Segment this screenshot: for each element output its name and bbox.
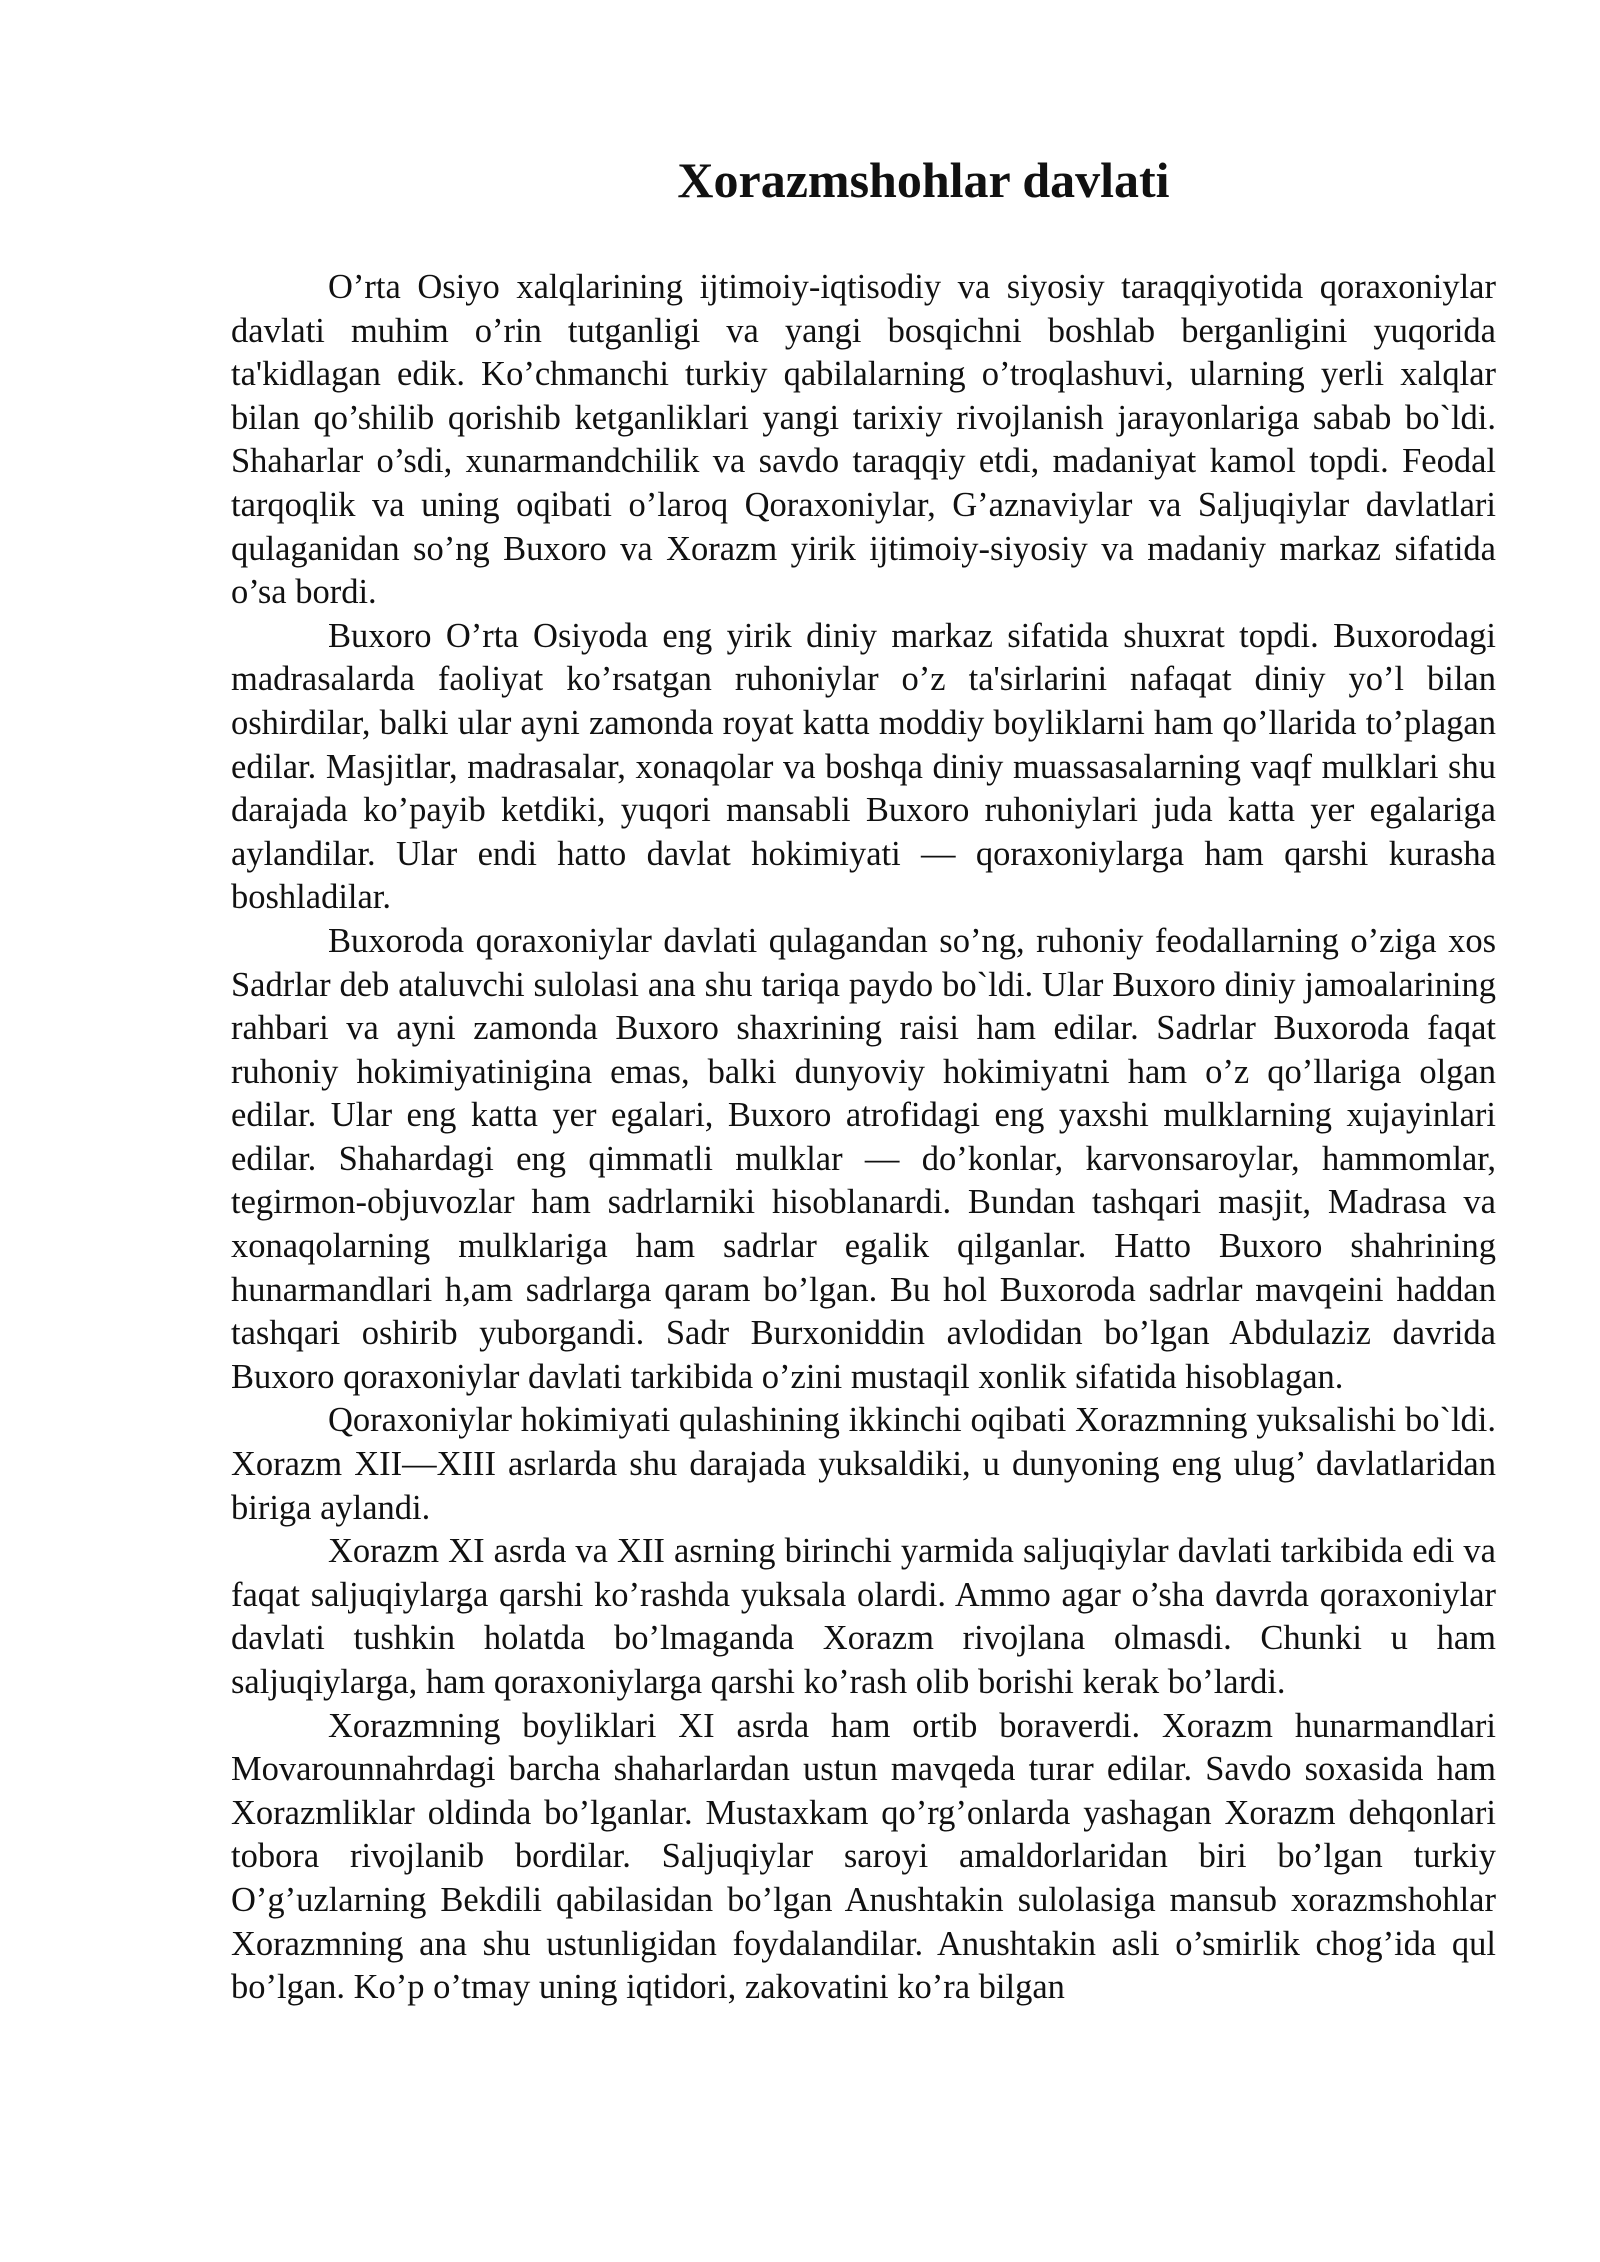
paragraph-3: Buxoroda qoraxoniylar davlati qulagandan so’ng, ruhoniy feodallarning o’ziga xos Sadrlar deb ataluvchi sulolasi ana shu tariqa paydo bo`ldi. Ular Buxoro diniy jamoalarining rahbari va ayni zamonda Buxoro shaxrining raisi ham edilar. Sadrlar Buxoroda faqat ruhoniy hokimiyatinigina emas, balki dunyoviy hokimiyatni ham o’z qo’llariga olgan edilar. Ular eng katta yer egalari, Buxoro atrofidagi eng yaxshi mulklarning xujayinlari edilar. Shahardagi eng qimmatli mulklar — do’konlar, karvonsaroylar, hammomlar, tegirmon-objuvozlar ham sadrlarniki hisoblanardi. Bundan tashqari masjit, Madrasa va xonaqolarning mulklariga ham sadrlar egalik qilganlar. Hatto Buxoro shahrining hunarmandlari h,am sadrlarga qaram bo’lgan. Bu hol Buxoroda sadrlar mavqeini haddan tashqari oshirib yuborgandi. Sadr Burxoniddin avlodidan bo’lgan Abdulaziz davrida Buxoro qoraxoniylar davlati tarkibida o’zini mustaqil xonlik sifatida hisoblagan. [231, 921, 1496, 1396]
paragraph-1: O’rta Osiyo xalqlarining ijtimoiy-iqtisodiy va siyosiy taraqqiyotida qoraxoniylar davlati muhim o’rin tutganligi va yangi bosqichni boshlab berganligini yuqorida ta'kidlagan edik. Ko’chmanchi turkiy qabilalarning o’troqlashuvi, ularning yerli xalqlar bilan qo’shilib qorishib ketganliklari yangi tarixiy rivojlanish jarayonlariga sabab bo`ldi. Shaharlar o’sdi, xunarmandchilik va savdo taraqqiy etdi, madaniyat kamol topdi. Feodal tarqoqlik va uning oqibati o’laroq Qoraxoniylar, G’aznaviylar va Saljuqiylar davlatlari qulaganidan so’ng Buxoro va Xorazm yirik ijtimoiy-siyosiy va madaniy markaz sifatida o’sa bordi. [231, 268, 1496, 612]
paragraph-4: Qoraxoniylar hokimiyati qulashining ikkinchi oqibati Xorazmning yuksalishi bo`ldi. Xorazm XII—XIII asrlarda shu darajada yuksaldiki, u dunyoning eng ulug’ davlatlaridan biriga aylandi. [231, 1401, 1496, 1527]
paragraph-5: Xorazm XI asrda va XII asrning birinchi yarmida saljuqiylar davlati tarkibida edi va faqat saljuqiylarga qarshi ko’rashda yuksala olardi. Ammo agar o’sha davrda qoraxoniylar davlati tushkin holatda bo’lmaganda Xorazm rivojlana olmasdi. Chunki u ham saljuqiylarga, ham qoraxoniylarga qarshi ko’rash olib borishi kerak bo’lardi. [231, 1532, 1496, 1701]
paragraph-2: Buxoro O’rta Osiyoda eng yirik diniy markaz sifatida shuxrat topdi. Buxorodagi madrasalarda faoliyat ko’rsatgan ruhoniylar o’z ta'sirlarini nafaqat diniy yo’l bilan oshirdilar, balki ular ayni zamonda royat katta moddiy boyliklarni ham qo’llarida to’plagan edilar. Masjitlar, madrasalar, xonaqolar va boshqa diniy muassasalarning vaqf mulklari shu darajada ko’payib ketdiki, yuqori mansabli Buxoro ruhoniylari juda katta yer egalariga aylandilar. Ular endi hatto davlat hokimiyati — qoraxoniylarga ham qarshi kurasha boshladilar. [231, 616, 1496, 917]
paragraph-6: Xorazmning boyliklari XI asrda ham ortib boraverdi. Xorazm hunarmandlari Movarounnahrdagi barcha shaharlardan ustun mavqeda turar edilar. Savdo soxasida ham Xorazmliklar oldinda bo’lganlar. Mustaxkam qo’rg’onlarda yashagan Xorazm dehqonlari tobora rivojlanib bordilar. Saljuqiylar saroyi amaldorlaridan biri bo’lgan turkiy O’g’uzlarning Bekdili qabilasidan bo’lgan Anushtakin sulolasiga mansub xorazmshohlar Xorazmning ana shu ustunligidan foydalandilar. Anushtakin asli o’smirlik chog’ida qul bo’lgan. Ko’p o’tmay uning iqtidori, zakovatini ko’ra bilgan [231, 1706, 1496, 2007]
document-title: Xorazmshohlar davlati [677, 152, 1170, 208]
